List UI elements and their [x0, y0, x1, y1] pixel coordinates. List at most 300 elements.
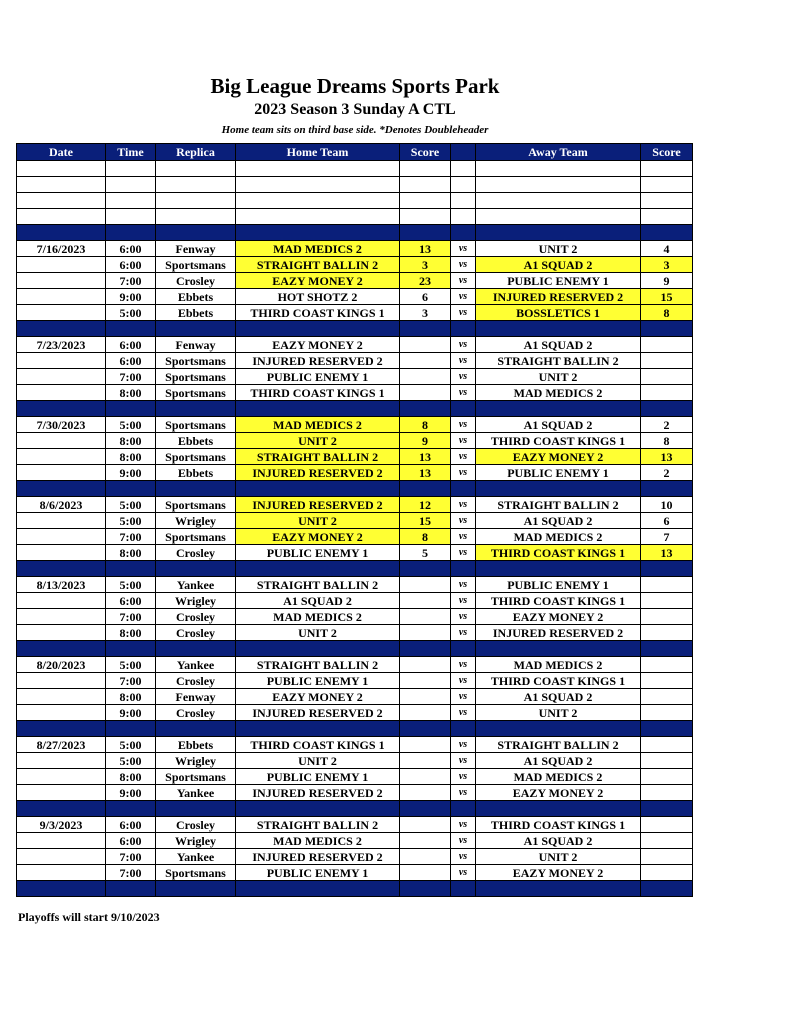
blank-cell: [400, 161, 451, 177]
blank-cell: [641, 161, 693, 177]
away-team-cell: UNIT 2: [476, 241, 641, 257]
date-cell: [17, 753, 106, 769]
game-row: [17, 577, 693, 593]
blank-row: [17, 193, 693, 209]
home-score-cell: [400, 833, 451, 849]
separator-cell: [106, 801, 156, 817]
game-row: [17, 289, 693, 305]
separator-cell: [156, 481, 236, 497]
away-team-cell: STRAIGHT BALLIN 2: [476, 353, 641, 369]
separator-cell: [400, 641, 451, 657]
time-cell: 6:00: [106, 257, 156, 273]
game-row: [17, 241, 693, 257]
home-team-cell: MAD MEDICS 2: [236, 609, 400, 625]
home-score-cell: [400, 849, 451, 865]
blank-cell: [17, 209, 106, 225]
separator-cell: [156, 641, 236, 657]
date-cell: [17, 257, 106, 273]
home-team-cell: THIRD COAST KINGS 1: [236, 737, 400, 753]
home-score-cell: 13: [400, 449, 451, 465]
time-cell: 6:00: [106, 337, 156, 353]
home-score-cell: [400, 593, 451, 609]
field-cell: Sportsmans: [156, 497, 236, 513]
home-team-cell: UNIT 2: [236, 625, 400, 641]
blank-cell: [106, 161, 156, 177]
blank-cell: [156, 177, 236, 193]
away-team-cell: A1 SQUAD 2: [476, 513, 641, 529]
game-row: [17, 305, 693, 321]
separator-cell: [400, 321, 451, 337]
field-cell: Ebbets: [156, 305, 236, 321]
away-team-cell: UNIT 2: [476, 369, 641, 385]
home-team-cell: INJURED RESERVED 2: [236, 849, 400, 865]
home-team-cell: UNIT 2: [236, 433, 400, 449]
date-cell: [17, 689, 106, 705]
separator-cell: [156, 561, 236, 577]
vs-cell: vs: [451, 577, 476, 593]
home-score-cell: [400, 737, 451, 753]
separator-cell: [17, 321, 106, 337]
separator-cell: [156, 401, 236, 417]
vs-cell: vs: [451, 609, 476, 625]
separator-row: [17, 481, 693, 497]
date-cell: [17, 673, 106, 689]
field-cell: Sportsmans: [156, 369, 236, 385]
field-cell: Ebbets: [156, 737, 236, 753]
date-cell: 7/23/2023: [17, 337, 106, 353]
game-row: [17, 753, 693, 769]
vs-cell: vs: [451, 625, 476, 641]
field-cell: Yankee: [156, 785, 236, 801]
vs-cell: vs: [451, 849, 476, 865]
date-cell: 7/16/2023: [17, 241, 106, 257]
away-score-cell: 10: [641, 497, 693, 513]
away-team-cell: UNIT 2: [476, 705, 641, 721]
away-team-cell: PUBLIC ENEMY 1: [476, 273, 641, 289]
game-row: [17, 609, 693, 625]
away-team-cell: INJURED RESERVED 2: [476, 625, 641, 641]
game-row: [17, 625, 693, 641]
blank-cell: [476, 193, 641, 209]
home-score-cell: [400, 657, 451, 673]
separator-cell: [17, 641, 106, 657]
blank-cell: [476, 177, 641, 193]
separator-cell: [476, 561, 641, 577]
home-team-cell: STRAIGHT BALLIN 2: [236, 577, 400, 593]
time-cell: 8:00: [106, 689, 156, 705]
away-team-cell: A1 SQUAD 2: [476, 753, 641, 769]
away-score-cell: [641, 737, 693, 753]
vs-cell: vs: [451, 513, 476, 529]
home-score-cell: 15: [400, 513, 451, 529]
home-score-cell: [400, 753, 451, 769]
field-cell: Fenway: [156, 337, 236, 353]
date-cell: [17, 289, 106, 305]
schedule-table: [16, 143, 693, 897]
field-cell: Crosley: [156, 673, 236, 689]
separator-row: [17, 561, 693, 577]
home-team-cell: MAD MEDICS 2: [236, 241, 400, 257]
game-row: [17, 433, 693, 449]
separator-row: [17, 321, 693, 337]
home-team-cell: THIRD COAST KINGS 1: [236, 305, 400, 321]
away-score-cell: [641, 657, 693, 673]
game-row: [17, 817, 693, 833]
field-cell: Ebbets: [156, 465, 236, 481]
away-score-cell: 13: [641, 545, 693, 561]
time-cell: 8:00: [106, 433, 156, 449]
away-score-cell: [641, 369, 693, 385]
separator-row: [17, 641, 693, 657]
separator-cell: [641, 721, 693, 737]
vs-cell: vs: [451, 273, 476, 289]
time-cell: 8:00: [106, 545, 156, 561]
date-cell: [17, 273, 106, 289]
vs-cell: vs: [451, 769, 476, 785]
home-score-cell: 8: [400, 529, 451, 545]
field-cell: Yankee: [156, 577, 236, 593]
field-cell: Wrigley: [156, 753, 236, 769]
home-team-cell: EAZY MONEY 2: [236, 337, 400, 353]
away-team-cell: PUBLIC ENEMY 1: [476, 465, 641, 481]
away-score-cell: 3: [641, 257, 693, 273]
blank-cell: [400, 193, 451, 209]
date-cell: [17, 545, 106, 561]
away-score-cell: [641, 785, 693, 801]
separator-row: [17, 721, 693, 737]
away-team-cell: UNIT 2: [476, 849, 641, 865]
home-team-cell: STRAIGHT BALLIN 2: [236, 257, 400, 273]
field-cell: Wrigley: [156, 513, 236, 529]
away-team-cell: A1 SQUAD 2: [476, 257, 641, 273]
game-row: [17, 465, 693, 481]
time-cell: 7:00: [106, 369, 156, 385]
page-note: Home team sits on third base side. *Denotes Doubleheader: [221, 124, 489, 136]
separator-cell: [106, 881, 156, 897]
vs-cell: vs: [451, 753, 476, 769]
blank-cell: [156, 161, 236, 177]
separator-cell: [476, 641, 641, 657]
separator-cell: [400, 801, 451, 817]
blank-cell: [17, 193, 106, 209]
blank-cell: [236, 177, 400, 193]
separator-cell: [400, 225, 451, 241]
away-score-cell: [641, 609, 693, 625]
away-team-cell: EAZY MONEY 2: [476, 609, 641, 625]
separator-cell: [641, 801, 693, 817]
time-cell: 6:00: [106, 817, 156, 833]
game-row: [17, 849, 693, 865]
header-row: [17, 144, 693, 161]
date-cell: 8/27/2023: [17, 737, 106, 753]
date-cell: [17, 305, 106, 321]
time-cell: 5:00: [106, 577, 156, 593]
separator-cell: [106, 481, 156, 497]
field-cell: Sportsmans: [156, 529, 236, 545]
away-team-cell: THIRD COAST KINGS 1: [476, 817, 641, 833]
time-cell: 6:00: [106, 833, 156, 849]
schedule-body: [17, 161, 693, 897]
away-team-cell: MAD MEDICS 2: [476, 385, 641, 401]
away-team-cell: A1 SQUAD 2: [476, 689, 641, 705]
vs-cell: vs: [451, 353, 476, 369]
blank-cell: [236, 161, 400, 177]
away-team-cell: MAD MEDICS 2: [476, 529, 641, 545]
separator-cell: [156, 721, 236, 737]
away-score-cell: [641, 385, 693, 401]
home-score-cell: [400, 769, 451, 785]
vs-cell: vs: [451, 737, 476, 753]
separator-cell: [17, 225, 106, 241]
date-cell: [17, 705, 106, 721]
game-row: [17, 529, 693, 545]
field-cell: Crosley: [156, 705, 236, 721]
game-row: [17, 513, 693, 529]
time-cell: 9:00: [106, 705, 156, 721]
home-team-cell: EAZY MONEY 2: [236, 529, 400, 545]
separator-cell: [451, 881, 476, 897]
vs-cell: vs: [451, 545, 476, 561]
game-row: [17, 417, 693, 433]
blank-row: [17, 177, 693, 193]
home-team-cell: PUBLIC ENEMY 1: [236, 673, 400, 689]
home-team-cell: PUBLIC ENEMY 1: [236, 769, 400, 785]
home-team-cell: HOT SHOTZ 2: [236, 289, 400, 305]
separator-cell: [476, 881, 641, 897]
separator-cell: [106, 641, 156, 657]
col-header-time: Time: [106, 144, 156, 161]
vs-cell: vs: [451, 705, 476, 721]
blank-cell: [106, 193, 156, 209]
separator-cell: [106, 225, 156, 241]
separator-cell: [156, 881, 236, 897]
blank-cell: [400, 209, 451, 225]
home-score-cell: 3: [400, 305, 451, 321]
blank-cell: [451, 209, 476, 225]
home-team-cell: INJURED RESERVED 2: [236, 785, 400, 801]
home-team-cell: EAZY MONEY 2: [236, 273, 400, 289]
separator-cell: [17, 721, 106, 737]
time-cell: 7:00: [106, 673, 156, 689]
game-row: [17, 737, 693, 753]
date-cell: [17, 529, 106, 545]
field-cell: Sportsmans: [156, 417, 236, 433]
date-cell: [17, 369, 106, 385]
away-score-cell: 7: [641, 529, 693, 545]
away-score-cell: [641, 577, 693, 593]
date-cell: [17, 833, 106, 849]
field-cell: Crosley: [156, 273, 236, 289]
separator-row: [17, 401, 693, 417]
field-cell: Sportsmans: [156, 257, 236, 273]
time-cell: 9:00: [106, 465, 156, 481]
date-cell: [17, 465, 106, 481]
home-team-cell: UNIT 2: [236, 513, 400, 529]
home-team-cell: INJURED RESERVED 2: [236, 497, 400, 513]
game-row: [17, 449, 693, 465]
separator-cell: [451, 641, 476, 657]
blank-cell: [17, 177, 106, 193]
away-team-cell: EAZY MONEY 2: [476, 449, 641, 465]
vs-cell: vs: [451, 449, 476, 465]
time-cell: 8:00: [106, 769, 156, 785]
separator-cell: [106, 721, 156, 737]
away-team-cell: MAD MEDICS 2: [476, 769, 641, 785]
col-header-away-team: Away Team: [476, 144, 641, 161]
away-team-cell: THIRD COAST KINGS 1: [476, 545, 641, 561]
away-team-cell: PUBLIC ENEMY 1: [476, 577, 641, 593]
separator-cell: [400, 481, 451, 497]
date-cell: 7/30/2023: [17, 417, 106, 433]
field-cell: Crosley: [156, 609, 236, 625]
field-cell: Wrigley: [156, 593, 236, 609]
home-score-cell: 3: [400, 257, 451, 273]
home-team-cell: STRAIGHT BALLIN 2: [236, 449, 400, 465]
away-team-cell: A1 SQUAD 2: [476, 417, 641, 433]
separator-cell: [476, 225, 641, 241]
separator-cell: [236, 481, 400, 497]
date-cell: [17, 785, 106, 801]
separator-cell: [236, 641, 400, 657]
date-cell: [17, 513, 106, 529]
blank-cell: [451, 177, 476, 193]
blank-cell: [236, 193, 400, 209]
game-row: [17, 385, 693, 401]
home-team-cell: PUBLIC ENEMY 1: [236, 369, 400, 385]
vs-cell: vs: [451, 657, 476, 673]
home-score-cell: [400, 705, 451, 721]
away-score-cell: [641, 817, 693, 833]
away-score-cell: [641, 769, 693, 785]
game-row: [17, 689, 693, 705]
time-cell: 5:00: [106, 737, 156, 753]
blank-row: [17, 209, 693, 225]
date-cell: [17, 609, 106, 625]
time-cell: 7:00: [106, 849, 156, 865]
separator-cell: [156, 321, 236, 337]
home-team-cell: MAD MEDICS 2: [236, 417, 400, 433]
home-score-cell: [400, 625, 451, 641]
blank-cell: [641, 177, 693, 193]
field-cell: Sportsmans: [156, 865, 236, 881]
home-score-cell: [400, 609, 451, 625]
home-score-cell: 6: [400, 289, 451, 305]
vs-cell: vs: [451, 289, 476, 305]
separator-cell: [476, 321, 641, 337]
date-cell: [17, 353, 106, 369]
separator-cell: [156, 801, 236, 817]
home-score-cell: [400, 865, 451, 881]
time-cell: 5:00: [106, 657, 156, 673]
away-score-cell: 6: [641, 513, 693, 529]
game-row: [17, 833, 693, 849]
game-row: [17, 545, 693, 561]
home-team-cell: STRAIGHT BALLIN 2: [236, 657, 400, 673]
time-cell: 5:00: [106, 497, 156, 513]
home-score-cell: [400, 337, 451, 353]
blank-cell: [156, 209, 236, 225]
separator-cell: [476, 481, 641, 497]
away-team-cell: A1 SQUAD 2: [476, 833, 641, 849]
away-score-cell: [641, 593, 693, 609]
date-cell: [17, 433, 106, 449]
away-score-cell: 2: [641, 465, 693, 481]
blank-cell: [106, 209, 156, 225]
home-team-cell: EAZY MONEY 2: [236, 689, 400, 705]
field-cell: Fenway: [156, 689, 236, 705]
vs-cell: vs: [451, 785, 476, 801]
game-row: [17, 369, 693, 385]
away-score-cell: 13: [641, 449, 693, 465]
away-score-cell: [641, 673, 693, 689]
separator-cell: [236, 801, 400, 817]
separator-cell: [400, 881, 451, 897]
home-score-cell: [400, 353, 451, 369]
away-score-cell: [641, 849, 693, 865]
game-row: [17, 769, 693, 785]
blank-cell: [17, 161, 106, 177]
blank-cell: [641, 193, 693, 209]
home-score-cell: [400, 385, 451, 401]
separator-cell: [17, 401, 106, 417]
blank-cell: [476, 161, 641, 177]
time-cell: 8:00: [106, 385, 156, 401]
time-cell: 8:00: [106, 449, 156, 465]
field-cell: Sportsmans: [156, 769, 236, 785]
separator-cell: [17, 881, 106, 897]
separator-cell: [641, 881, 693, 897]
away-score-cell: [641, 353, 693, 369]
vs-cell: vs: [451, 433, 476, 449]
date-cell: [17, 385, 106, 401]
separator-cell: [641, 401, 693, 417]
game-row: [17, 593, 693, 609]
date-cell: 8/6/2023: [17, 497, 106, 513]
field-cell: Yankee: [156, 657, 236, 673]
date-cell: [17, 865, 106, 881]
separator-cell: [451, 561, 476, 577]
col-header-home-score: Score: [400, 144, 451, 161]
game-row: [17, 337, 693, 353]
vs-cell: vs: [451, 385, 476, 401]
time-cell: 9:00: [106, 785, 156, 801]
separator-row: [17, 801, 693, 817]
time-cell: 7:00: [106, 273, 156, 289]
date-cell: [17, 849, 106, 865]
home-score-cell: 5: [400, 545, 451, 561]
separator-cell: [641, 641, 693, 657]
separator-cell: [236, 561, 400, 577]
away-team-cell: STRAIGHT BALLIN 2: [476, 497, 641, 513]
separator-cell: [17, 481, 106, 497]
time-cell: 6:00: [106, 353, 156, 369]
field-cell: Sportsmans: [156, 353, 236, 369]
game-row: [17, 497, 693, 513]
separator-cell: [106, 401, 156, 417]
home-score-cell: [400, 577, 451, 593]
separator-cell: [17, 561, 106, 577]
vs-cell: vs: [451, 417, 476, 433]
field-cell: Crosley: [156, 545, 236, 561]
home-score-cell: 23: [400, 273, 451, 289]
footer-note: Playoffs will start 9/10/2023: [18, 910, 160, 924]
home-score-cell: 13: [400, 465, 451, 481]
blank-cell: [451, 193, 476, 209]
separator-row: [17, 225, 693, 241]
separator-row: [17, 881, 693, 897]
vs-cell: vs: [451, 241, 476, 257]
away-score-cell: [641, 689, 693, 705]
